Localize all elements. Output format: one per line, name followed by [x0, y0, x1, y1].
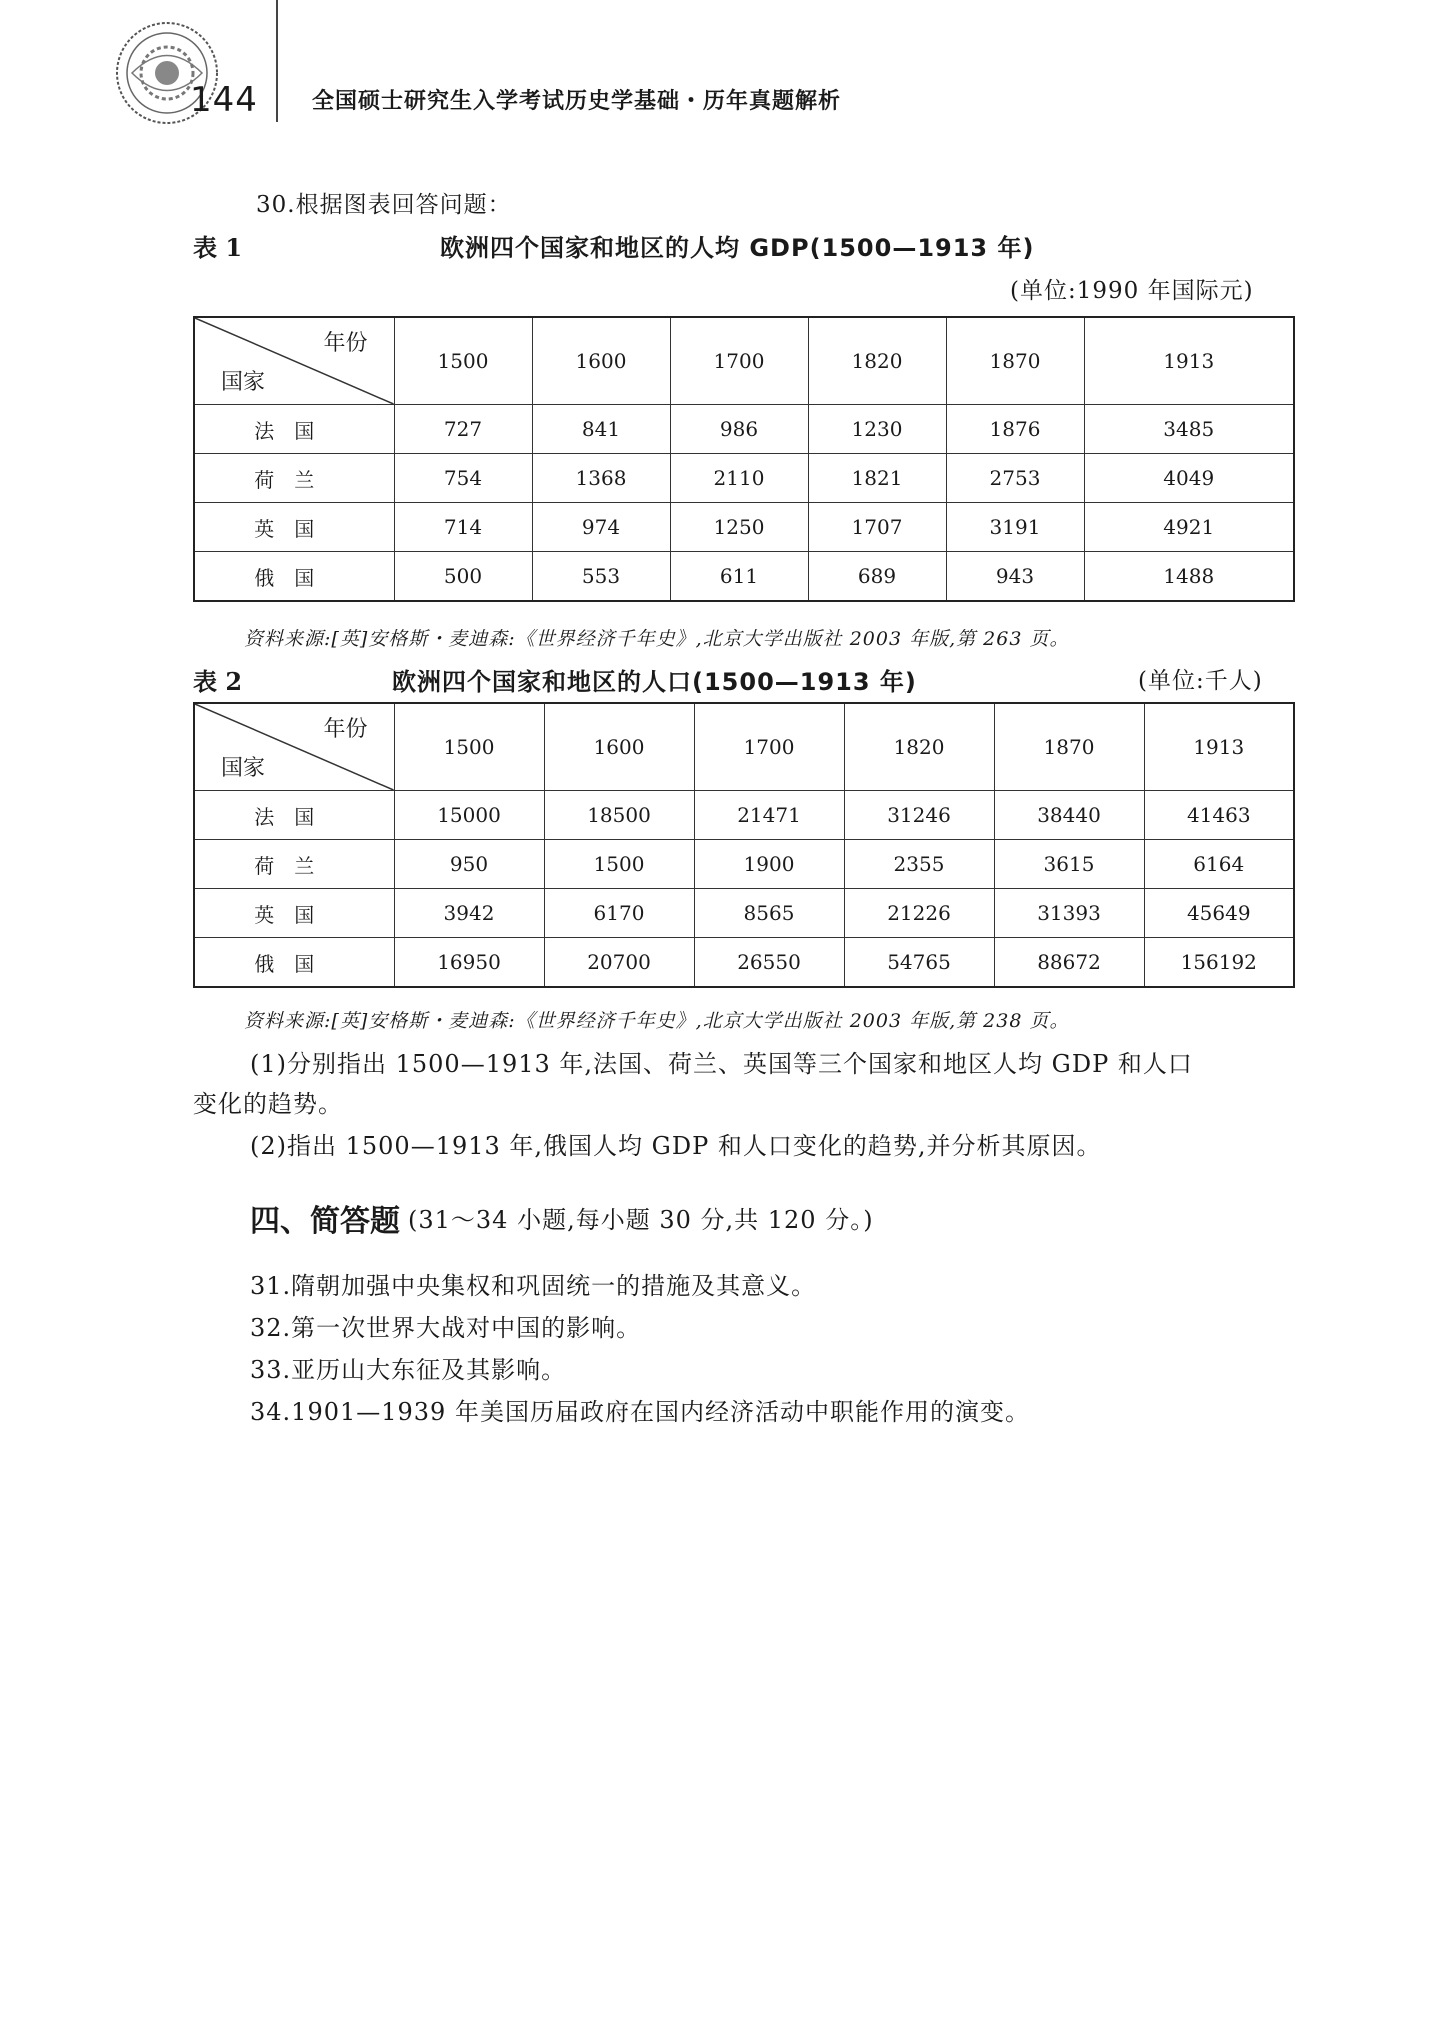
year-header: 1870	[994, 703, 1144, 791]
table2-unit: (单位:千人)	[1138, 668, 1263, 694]
table1	[193, 316, 1295, 602]
value-cell: 1876	[946, 405, 1084, 454]
value-cell: 26550	[694, 938, 844, 988]
corner-country-label: 国家	[221, 756, 266, 781]
table-row	[194, 791, 1294, 840]
value-cell: 18500	[544, 791, 694, 840]
corner-year-label: 年份	[323, 331, 368, 356]
value-cell: 1500	[544, 840, 694, 889]
value-cell: 2753	[946, 454, 1084, 503]
country-cell: 法国	[194, 405, 394, 454]
sub-question-2: (2)指出 1500—1913 年,俄国人均 GDP 和人口变化的趋势,并分析其原因。	[250, 1132, 1102, 1160]
table2	[193, 702, 1295, 988]
value-cell: 986	[670, 405, 808, 454]
value-cell: 3942	[394, 889, 544, 938]
value-cell: 45649	[1144, 889, 1294, 938]
corner-country-label: 国家	[221, 370, 266, 395]
value-cell: 1821	[808, 454, 946, 503]
value-cell: 500	[394, 552, 532, 602]
table-row	[194, 552, 1294, 602]
value-cell: 754	[394, 454, 532, 503]
value-cell: 2355	[844, 840, 994, 889]
country-cell: 荷兰	[194, 454, 394, 503]
corner-header-cell	[194, 317, 394, 405]
header-divider	[276, 0, 278, 122]
table2-label: 表 2	[193, 667, 243, 696]
corner-year-label: 年份	[323, 717, 368, 742]
running-title: 全国硕士研究生入学考试历史学基础・历年真题解析	[312, 89, 842, 114]
year-header: 1913	[1144, 703, 1294, 791]
year-header: 1500	[394, 703, 544, 791]
year-header: 1500	[394, 317, 532, 405]
value-cell: 1230	[808, 405, 946, 454]
country-cell: 英国	[194, 889, 394, 938]
value-cell: 1368	[532, 454, 670, 503]
list-item: 34.1901—1939 年美国历届政府在国内经济活动中职能作用的演变。	[250, 1398, 1030, 1426]
value-cell: 3615	[994, 840, 1144, 889]
value-cell: 727	[394, 405, 532, 454]
value-cell: 2110	[670, 454, 808, 503]
table-row	[194, 840, 1294, 889]
value-cell: 4921	[1084, 503, 1294, 552]
value-cell: 20700	[544, 938, 694, 988]
table1-unit: (单位:1990 年国际元)	[1010, 278, 1254, 304]
value-cell: 611	[670, 552, 808, 602]
value-cell: 943	[946, 552, 1084, 602]
year-header: 1820	[844, 703, 994, 791]
value-cell: 38440	[994, 791, 1144, 840]
table-row	[194, 405, 1294, 454]
value-cell: 689	[808, 552, 946, 602]
corner-header-cell	[194, 703, 394, 791]
value-cell: 950	[394, 840, 544, 889]
year-header: 1700	[670, 317, 808, 405]
table2-title: 欧洲四个国家和地区的人口(1500—1913 年)	[392, 668, 917, 696]
country-cell: 法国	[194, 791, 394, 840]
table-row	[194, 503, 1294, 552]
question-30-intro: 30.根据图表回答问题：	[256, 192, 512, 218]
value-cell: 841	[532, 405, 670, 454]
table-row	[194, 938, 1294, 988]
section-4-title: 四、简答题	[250, 1204, 400, 1239]
value-cell: 31393	[994, 889, 1144, 938]
country-cell: 英国	[194, 503, 394, 552]
value-cell: 6164	[1144, 840, 1294, 889]
year-header: 1600	[544, 703, 694, 791]
value-cell: 41463	[1144, 791, 1294, 840]
value-cell: 6170	[544, 889, 694, 938]
list-item: 31.隋朝加强中央集权和巩固统一的措施及其意义。	[250, 1272, 817, 1300]
list-item: 33.亚历山大东征及其影响。	[250, 1356, 567, 1384]
table1-label: 表 1	[193, 233, 243, 262]
year-header: 1870	[946, 317, 1084, 405]
value-cell: 15000	[394, 791, 544, 840]
value-cell: 54765	[844, 938, 994, 988]
table1-source: 资料来源:[英]安格斯・麦迪森:《世界经济千年史》,北京大学出版社 2003 年版,第 263 页。	[244, 628, 1070, 650]
year-header: 1700	[694, 703, 844, 791]
value-cell: 21226	[844, 889, 994, 938]
table-row	[194, 889, 1294, 938]
table1-title: 欧洲四个国家和地区的人均 GDP(1500—1913 年)	[440, 234, 1035, 262]
table-header-row	[194, 703, 1294, 791]
value-cell: 156192	[1144, 938, 1294, 988]
value-cell: 3485	[1084, 405, 1294, 454]
value-cell: 31246	[844, 791, 994, 840]
value-cell: 21471	[694, 791, 844, 840]
value-cell: 3191	[946, 503, 1084, 552]
value-cell: 88672	[994, 938, 1144, 988]
value-cell: 1707	[808, 503, 946, 552]
value-cell: 974	[532, 503, 670, 552]
value-cell: 714	[394, 503, 532, 552]
section-4-note: (31～34 小题,每小题 30 分,共 120 分。)	[408, 1206, 874, 1234]
value-cell: 16950	[394, 938, 544, 988]
page-header	[0, 0, 1434, 140]
table2-source: 资料来源:[英]安格斯・麦迪森:《世界经济千年史》,北京大学出版社 2003 年版,第 238 页。	[244, 1010, 1070, 1032]
year-header: 1820	[808, 317, 946, 405]
value-cell: 1900	[694, 840, 844, 889]
value-cell: 1250	[670, 503, 808, 552]
sub-question-1-line-1: (1)分别指出 1500—1913 年,法国、荷兰、英国等三个国家和地区人均 GDP 和人口	[250, 1050, 1193, 1078]
country-cell: 俄国	[194, 552, 394, 602]
list-item: 32.第一次世界大战对中国的影响。	[250, 1314, 642, 1342]
page-number: 144	[190, 80, 258, 120]
country-cell: 俄国	[194, 938, 394, 988]
year-header: 1913	[1084, 317, 1294, 405]
sub-question-1-line-2: 变化的趋势。	[193, 1090, 343, 1118]
value-cell: 8565	[694, 889, 844, 938]
value-cell: 1488	[1084, 552, 1294, 602]
table-header-row	[194, 317, 1294, 405]
table-row	[194, 454, 1294, 503]
value-cell: 553	[532, 552, 670, 602]
country-cell: 荷兰	[194, 840, 394, 889]
year-header: 1600	[532, 317, 670, 405]
value-cell: 4049	[1084, 454, 1294, 503]
